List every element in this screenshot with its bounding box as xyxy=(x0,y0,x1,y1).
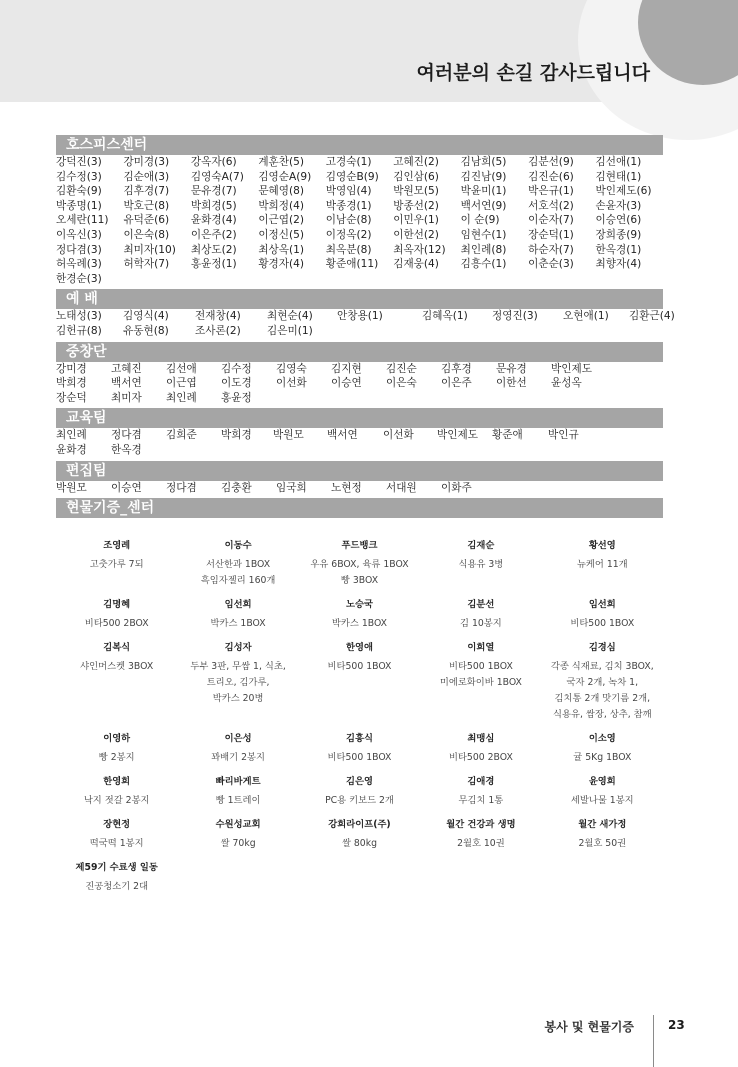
donor-name: 강희라이프(주) xyxy=(328,819,391,831)
donor-name: 이소영 xyxy=(588,733,616,745)
section-header-hospice: 호스피스센터 xyxy=(56,135,663,155)
donation-entry xyxy=(56,731,177,766)
volunteer-name: 박인제도 xyxy=(437,429,478,442)
donation-entry xyxy=(177,538,298,589)
volunteer-name: 김영숙 xyxy=(276,362,307,375)
volunteer-name: 김남희(5) xyxy=(460,156,507,168)
volunteer-name: 박희정(4) xyxy=(258,199,305,212)
volunteer-name: 이민우(1) xyxy=(393,214,439,227)
donated-item: 우유 6BOX, 육류 1BOX xyxy=(310,559,409,571)
donated-item: 두부 3판, 무쌈 1, 식초, xyxy=(190,661,286,673)
volunteer-name: 한경순(3) xyxy=(56,272,102,285)
donated-item: 흑임자젤리 160개 xyxy=(200,575,276,587)
donor-name: 이희열 xyxy=(467,642,495,654)
donated-item: 김치통 2개 맛기름 2개, xyxy=(554,693,651,705)
donated-item: 무김치 1통 xyxy=(458,795,504,807)
donation-entry xyxy=(420,640,541,723)
donor-name: 조영례 xyxy=(103,540,131,552)
volunteer-name: 최미자 xyxy=(111,391,142,404)
donor-name: 김재순 xyxy=(467,540,495,552)
volunteer-name: 장희종(9) xyxy=(595,228,642,241)
volunteer-name: 김영순B(9) xyxy=(325,170,379,183)
volunteer-name: 이승연(6) xyxy=(595,214,642,227)
volunteer-name: 임국희 xyxy=(276,481,307,494)
volunteer-name: 황준애(11) xyxy=(325,258,379,271)
volunteer-name: 김영순A(9) xyxy=(258,170,312,183)
volunteer-name: 강미경 xyxy=(56,362,87,375)
donation-entry xyxy=(542,731,663,766)
donation-entry xyxy=(56,774,177,809)
donation-entry xyxy=(299,817,420,852)
volunteer-name: 박은규(1) xyxy=(528,185,574,198)
donated-item: 트리오, 김가루, xyxy=(206,677,270,689)
volunteer-name: 박영임(4) xyxy=(325,185,372,198)
volunteer-name: 계훈찬(5) xyxy=(258,156,305,168)
donor-name: 빠리바게트 xyxy=(215,776,261,788)
volunteer-name: 이춘순(3) xyxy=(528,258,574,271)
volunteer-name: 홍윤정 xyxy=(221,391,252,404)
volunteer-name: 이근엽(2) xyxy=(258,214,305,227)
donated-item: 샤인머스켓 3BOX xyxy=(80,661,154,673)
donated-item: 비타500 1BOX xyxy=(448,661,513,673)
volunteer-name: 이 순(9) xyxy=(460,214,500,227)
volunteer-name: 서호석(2) xyxy=(528,199,574,212)
volunteer-name: 박원모(5) xyxy=(393,185,439,198)
donor-name: 윤영희 xyxy=(588,776,616,788)
donated-item: 세발나물 1봉지 xyxy=(570,795,634,807)
donation-entry xyxy=(299,597,420,632)
donor-name: 제59기 수료생 일동 xyxy=(75,862,158,874)
donation-entry xyxy=(299,640,420,723)
donated-item: 비타500 2BOX xyxy=(84,618,149,630)
volunteer-name: 이선화 xyxy=(383,429,414,442)
volunteer-name: 이화주 xyxy=(441,481,472,494)
volunteer-name: 김인삼(6) xyxy=(393,170,439,183)
volunteer-name: 유동현(8) xyxy=(123,324,169,337)
donor-name: 노승국 xyxy=(346,599,373,611)
donated-item: 쌀 70kg xyxy=(220,838,256,850)
volunteer-name: 정영진(3) xyxy=(492,310,538,323)
volunteer-name: 노태성(3) xyxy=(56,310,102,323)
donor-name: 김분선 xyxy=(467,599,495,611)
volunteer-name: 이한선 xyxy=(496,377,527,390)
volunteer-name: 문유경 xyxy=(496,362,527,375)
volunteer-name: 이정옥(2) xyxy=(325,228,372,241)
volunteer-name: 박종경(1) xyxy=(325,199,372,212)
section-header-education: 교육팀 xyxy=(56,408,663,428)
volunteer-name: 김흥수(1) xyxy=(460,258,507,271)
volunteer-name: 고혜진(2) xyxy=(393,156,439,168)
donor-name: 이영하 xyxy=(103,733,131,745)
page-number: 23 xyxy=(668,1018,685,1032)
donated-item: 진공청소기 2대 xyxy=(85,881,149,893)
volunteer-name: 김희준 xyxy=(166,429,197,442)
volunteer-name: 강덕진(3) xyxy=(56,156,102,168)
donor-name: 임선희 xyxy=(588,599,616,611)
volunteer-name: 이남순(8) xyxy=(325,214,372,227)
volunteer-name: 김후경(7) xyxy=(123,185,170,198)
donor-name: 한영애 xyxy=(346,642,373,654)
volunteer-name: 허옥례(3) xyxy=(56,258,102,271)
volunteer-name: 정다겸 xyxy=(166,481,197,494)
volunteer-name: 안창용(1) xyxy=(337,310,383,323)
volunteer-name: 이은주(2) xyxy=(190,228,237,241)
volunteer-name: 박윤미(1) xyxy=(460,185,507,198)
donated-item: 쌀 80kg xyxy=(341,838,378,850)
donated-item: 뉴케어 11개 xyxy=(576,559,628,571)
donated-item: 서산한과 1BOX xyxy=(206,559,271,571)
volunteer-name: 박희경 xyxy=(221,429,252,442)
volunteer-name: 최향자(4) xyxy=(595,258,642,271)
volunteer-name: 윤화경 xyxy=(56,443,87,456)
volunteer-name: 김선애 xyxy=(166,362,197,375)
donation-entry xyxy=(177,817,298,852)
donated-item: 각종 식재료, 김치 3BOX, xyxy=(550,661,654,673)
volunteer-name: 한옥경 xyxy=(111,443,142,456)
volunteer-name: 박인제도(6) xyxy=(595,185,652,198)
volunteer-name: 황준애 xyxy=(492,429,523,442)
donor-name: 장현정 xyxy=(103,819,131,831)
donor-name: 월간 새가정 xyxy=(578,819,627,831)
volunteer-name: 유덕준(6) xyxy=(123,214,170,227)
donated-item: 비타500 2BOX xyxy=(448,752,513,764)
volunteer-name: 강옥자(6) xyxy=(190,156,237,168)
donation-entry xyxy=(56,538,177,589)
donation-entry xyxy=(299,731,420,766)
donated-item: 국자 2개, 녹차 1, xyxy=(566,677,639,689)
volunteer-name: 김지현 xyxy=(331,362,362,375)
page-title: 여러분의 손길 감사드립니다 xyxy=(416,62,650,84)
main-content xyxy=(56,135,675,903)
donor-name: 이동수 xyxy=(224,540,252,552)
volunteer-name: 이은숙(8) xyxy=(123,228,170,241)
volunteer-name: 최옥분(8) xyxy=(325,243,372,256)
donated-item: 2월호 10권 xyxy=(457,838,505,850)
donated-item: 2월호 50권 xyxy=(578,838,627,850)
donor-name: 김경심 xyxy=(588,642,616,654)
donated-item: 빵 1트레이 xyxy=(215,795,261,807)
volunteer-name: 김충환 xyxy=(221,481,252,494)
volunteer-name: 손윤자(3) xyxy=(595,199,642,212)
donor-name: 김명혜 xyxy=(103,599,131,611)
volunteer-name: 정다겸 xyxy=(111,429,142,442)
volunteer-name: 김분선(9) xyxy=(528,156,574,168)
volunteer-name: 김환숙(9) xyxy=(56,185,102,198)
volunteer-name: 노현정 xyxy=(331,481,362,494)
name-list-worship xyxy=(56,309,675,338)
donation-entry xyxy=(420,817,541,852)
section-header-editorial: 편집팀 xyxy=(56,461,663,481)
volunteer-name: 김진순(6) xyxy=(528,170,574,183)
donor-name: 김흥식 xyxy=(346,733,373,745)
section-header-choir: 중창단 xyxy=(56,342,663,362)
volunteer-name: 오현애(1) xyxy=(563,310,609,323)
volunteer-name: 김헌규(8) xyxy=(56,324,102,337)
donated-item: 귤 5Kg 1BOX xyxy=(573,752,632,764)
volunteer-name: 김환근(4) xyxy=(629,310,675,323)
donation-entry xyxy=(420,731,541,766)
volunteer-name: 장순덕 xyxy=(56,391,87,404)
volunteer-name: 김수정(3) xyxy=(56,170,102,183)
donated-item: 김 10봉지 xyxy=(460,618,502,630)
donated-item: 비타500 1BOX xyxy=(327,661,392,673)
donation-entry xyxy=(299,774,420,809)
donation-entry xyxy=(177,731,298,766)
volunteer-name: 최미자(10) xyxy=(123,243,176,256)
volunteer-name: 고경숙(1) xyxy=(325,156,372,168)
donation-entry xyxy=(420,774,541,809)
volunteer-name: 김영숙A(7) xyxy=(190,170,244,183)
volunteer-name: 정다겸(3) xyxy=(56,243,102,256)
donation-entry xyxy=(420,597,541,632)
donated-item: 비타500 1BOX xyxy=(327,752,392,764)
donation-entry xyxy=(177,640,298,723)
volunteer-name: 박원모 xyxy=(273,429,304,442)
donor-name: 김은영 xyxy=(346,776,373,788)
donor-name: 수원성교회 xyxy=(215,819,261,831)
volunteer-name: 이승연 xyxy=(111,481,142,494)
donor-name: 임선희 xyxy=(224,599,252,611)
volunteer-name: 김진순 xyxy=(386,362,417,375)
volunteer-name: 고혜진 xyxy=(111,362,142,375)
donor-name: 김애경 xyxy=(467,776,495,788)
volunteer-name: 최인례 xyxy=(166,391,197,404)
donated-item: 고춧가루 7되 xyxy=(89,559,144,571)
donation-entry xyxy=(177,597,298,632)
volunteer-name: 박인제도 xyxy=(551,362,592,375)
donated-item: 미에로화이바 1BOX xyxy=(439,677,522,689)
volunteer-name: 박인규 xyxy=(548,429,579,442)
volunteer-name: 방종선(2) xyxy=(393,199,439,212)
footer-section-label: 봉사 및 현물기증 xyxy=(544,1020,634,1034)
volunteer-name: 이은숙 xyxy=(386,377,417,390)
volunteer-name: 이은주 xyxy=(441,377,472,390)
volunteer-name: 이근엽 xyxy=(166,377,197,390)
volunteer-name: 김진남(9) xyxy=(460,170,507,183)
volunteer-name: 박원모 xyxy=(56,481,87,494)
donated-item: 박카스 1BOX xyxy=(331,618,388,630)
donation-entry xyxy=(542,597,663,632)
volunteer-name: 김선애(1) xyxy=(595,156,642,168)
volunteer-name: 김후경 xyxy=(441,362,472,375)
donation-entry xyxy=(56,640,177,723)
volunteer-name: 최현순(4) xyxy=(267,310,313,323)
donor-name: 최맹심 xyxy=(467,733,495,745)
donated-item: 식용유, 쌈장, 상추, 참깨 xyxy=(553,709,652,721)
donor-name: 이은성 xyxy=(224,733,252,745)
volunteer-name: 이정신(5) xyxy=(258,228,305,241)
volunteer-name: 최인례 xyxy=(56,429,87,442)
volunteer-name: 김재웅(4) xyxy=(393,258,439,271)
volunteer-name: 백서연(9) xyxy=(460,199,507,212)
volunteer-name: 이순자(7) xyxy=(528,214,574,227)
volunteer-name: 김수정 xyxy=(221,362,252,375)
donation-entry xyxy=(56,597,177,632)
donor-name: 푸드뱅크 xyxy=(341,540,378,552)
footer-divider xyxy=(653,1015,654,1067)
volunteer-name: 김혜옥(1) xyxy=(422,310,468,323)
volunteer-name: 최인례(8) xyxy=(460,243,507,256)
donation-entry xyxy=(542,640,663,723)
donated-item: 박카스 1BOX xyxy=(210,618,266,630)
donation-entry xyxy=(420,538,541,589)
donated-item: 낙지 젓갈 2봉지 xyxy=(83,795,150,807)
donated-item: 비타500 1BOX xyxy=(570,618,635,630)
section-header-worship: 예 배 xyxy=(56,289,663,309)
donated-item: 빵 2봉지 xyxy=(98,752,135,764)
volunteer-name: 박희경 xyxy=(56,377,87,390)
donor-name: 김복식 xyxy=(103,642,131,654)
volunteer-name: 강미경(3) xyxy=(123,156,170,168)
volunteer-name: 김은미(1) xyxy=(267,324,313,337)
volunteer-name: 박호근(8) xyxy=(123,199,170,212)
volunteer-name: 홍윤정(1) xyxy=(190,258,237,271)
name-list-education xyxy=(56,428,663,457)
donated-item: 떡국떡 1봉지 xyxy=(89,838,144,850)
donated-item: 빵 3BOX xyxy=(340,575,379,587)
donor-name: 김성자 xyxy=(224,642,252,654)
donated-item: 꽈배기 2봉지 xyxy=(211,752,265,764)
name-list-choir xyxy=(56,362,663,406)
donation-entry xyxy=(56,817,177,852)
donation-entry xyxy=(542,774,663,809)
donated-item: PC용 키보드 2개 xyxy=(325,795,394,807)
donor-name: 월간 건강과 생명 xyxy=(446,819,516,831)
volunteer-name: 박종명(1) xyxy=(56,199,102,212)
volunteer-name: 문유경(7) xyxy=(190,185,237,198)
volunteer-name: 이옥신(3) xyxy=(56,228,102,241)
volunteer-name: 오세란(11) xyxy=(56,214,109,227)
volunteer-name: 최상도(2) xyxy=(190,243,237,256)
volunteer-name: 전재창(4) xyxy=(195,310,241,323)
volunteer-name: 박희경(5) xyxy=(190,199,237,212)
donor-name: 한영희 xyxy=(103,776,131,788)
section-header-donations: 현물기증_센터 xyxy=(56,498,663,518)
volunteer-name: 한옥경(1) xyxy=(595,243,642,256)
volunteer-name: 김영식(4) xyxy=(123,310,169,323)
donor-name: 황선영 xyxy=(588,540,616,552)
volunteer-name: 이한선(2) xyxy=(393,228,439,241)
donation-entry xyxy=(177,774,298,809)
donation-entry xyxy=(299,538,420,589)
donation-entry xyxy=(542,538,663,589)
volunteer-name: 장순덕(1) xyxy=(528,228,574,241)
donation-entry xyxy=(542,817,663,852)
volunteer-name: 백서연 xyxy=(111,377,142,390)
volunteer-name: 이선화 xyxy=(276,377,307,390)
volunteer-name: 김순애(3) xyxy=(123,170,170,183)
volunteer-name: 임현수(1) xyxy=(460,228,507,241)
volunteer-name: 조사론(2) xyxy=(195,324,241,337)
name-list-editorial xyxy=(56,481,663,496)
volunteer-name: 김현태(1) xyxy=(595,170,642,183)
volunteer-name: 하순자(7) xyxy=(528,243,574,256)
donated-item: 식용유 3병 xyxy=(458,559,504,571)
volunteer-name: 최상옥(1) xyxy=(258,243,305,256)
volunteer-name: 백서연 xyxy=(327,429,358,442)
volunteer-name: 황경자(4) xyxy=(258,258,305,271)
volunteer-name: 이도경 xyxy=(221,377,252,390)
volunteer-name: 최옥자(12) xyxy=(393,243,446,256)
volunteer-name: 허학자(7) xyxy=(123,258,170,271)
donated-item: 박카스 20병 xyxy=(212,693,264,705)
volunteer-name: 윤화경(4) xyxy=(190,214,237,227)
volunteer-name: 서대원 xyxy=(386,481,417,494)
volunteer-name: 윤성옥 xyxy=(551,377,582,390)
volunteer-name: 이승연 xyxy=(331,377,362,390)
volunteer-name: 문혜영(8) xyxy=(258,185,305,198)
donation-list xyxy=(56,538,663,903)
name-list-hospice xyxy=(56,155,663,286)
donation-entry xyxy=(56,860,177,895)
